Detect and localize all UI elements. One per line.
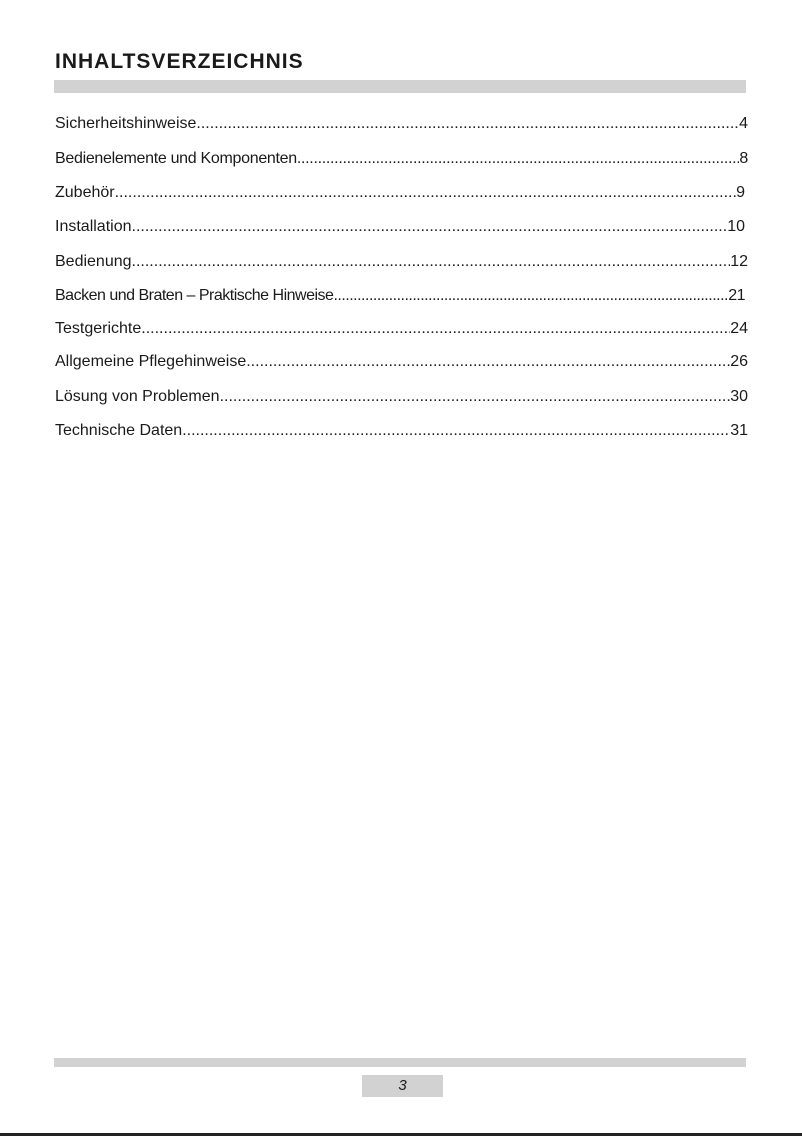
toc-page: 26 — [730, 353, 748, 370]
toc-entry[interactable] — [55, 253, 748, 271]
toc-page: 12 — [730, 253, 748, 270]
toc-label: Bedienelemente und Komponenten — [55, 150, 297, 167]
toc-page: 21 — [728, 287, 745, 304]
dot-leader — [196, 115, 739, 133]
dot-leader — [132, 218, 728, 236]
page-title: INHALTSVERZEICHNIS — [55, 50, 304, 73]
toc-label: Backen und Braten – Praktische Hinweise — [55, 287, 334, 304]
toc-entry[interactable] — [55, 218, 745, 236]
toc-page: 10 — [727, 218, 745, 235]
toc-label: Lösung von Problemen — [55, 388, 220, 405]
header-divider — [54, 80, 746, 93]
toc-entry[interactable] — [55, 184, 745, 202]
toc-entry[interactable] — [55, 150, 748, 168]
toc-label: Allgemeine Pflegehinweise — [55, 353, 247, 370]
dot-leader — [220, 388, 731, 406]
toc-label: Installation — [55, 218, 132, 235]
toc-label: Zubehör — [55, 184, 115, 201]
page-number: 3 — [362, 1075, 443, 1097]
toc-page: 9 — [736, 184, 745, 201]
toc-entry[interactable] — [55, 353, 748, 371]
dot-leader — [115, 184, 737, 202]
toc-entry[interactable] — [55, 287, 745, 305]
footer-divider — [54, 1058, 746, 1067]
dot-leader — [333, 287, 728, 305]
toc-entry[interactable] — [55, 388, 748, 406]
toc-entry[interactable] — [55, 115, 748, 133]
toc-page: 8 — [739, 150, 748, 167]
toc-entry[interactable] — [55, 422, 748, 440]
toc-page: 4 — [739, 115, 748, 132]
toc-label: Sicherheitshinweise — [55, 115, 197, 132]
dot-leader — [141, 320, 730, 338]
toc-label: Bedienung — [55, 253, 132, 270]
toc-entry[interactable] — [55, 320, 748, 338]
dot-leader — [246, 353, 730, 371]
toc-page: 24 — [730, 320, 748, 337]
toc-page: 31 — [730, 422, 748, 439]
toc-page: 30 — [730, 388, 748, 405]
dot-leader — [182, 422, 730, 440]
dot-leader — [297, 150, 740, 168]
toc-label: Technische Daten — [55, 422, 183, 439]
toc-label: Testgerichte — [55, 320, 142, 337]
dot-leader — [132, 253, 731, 271]
